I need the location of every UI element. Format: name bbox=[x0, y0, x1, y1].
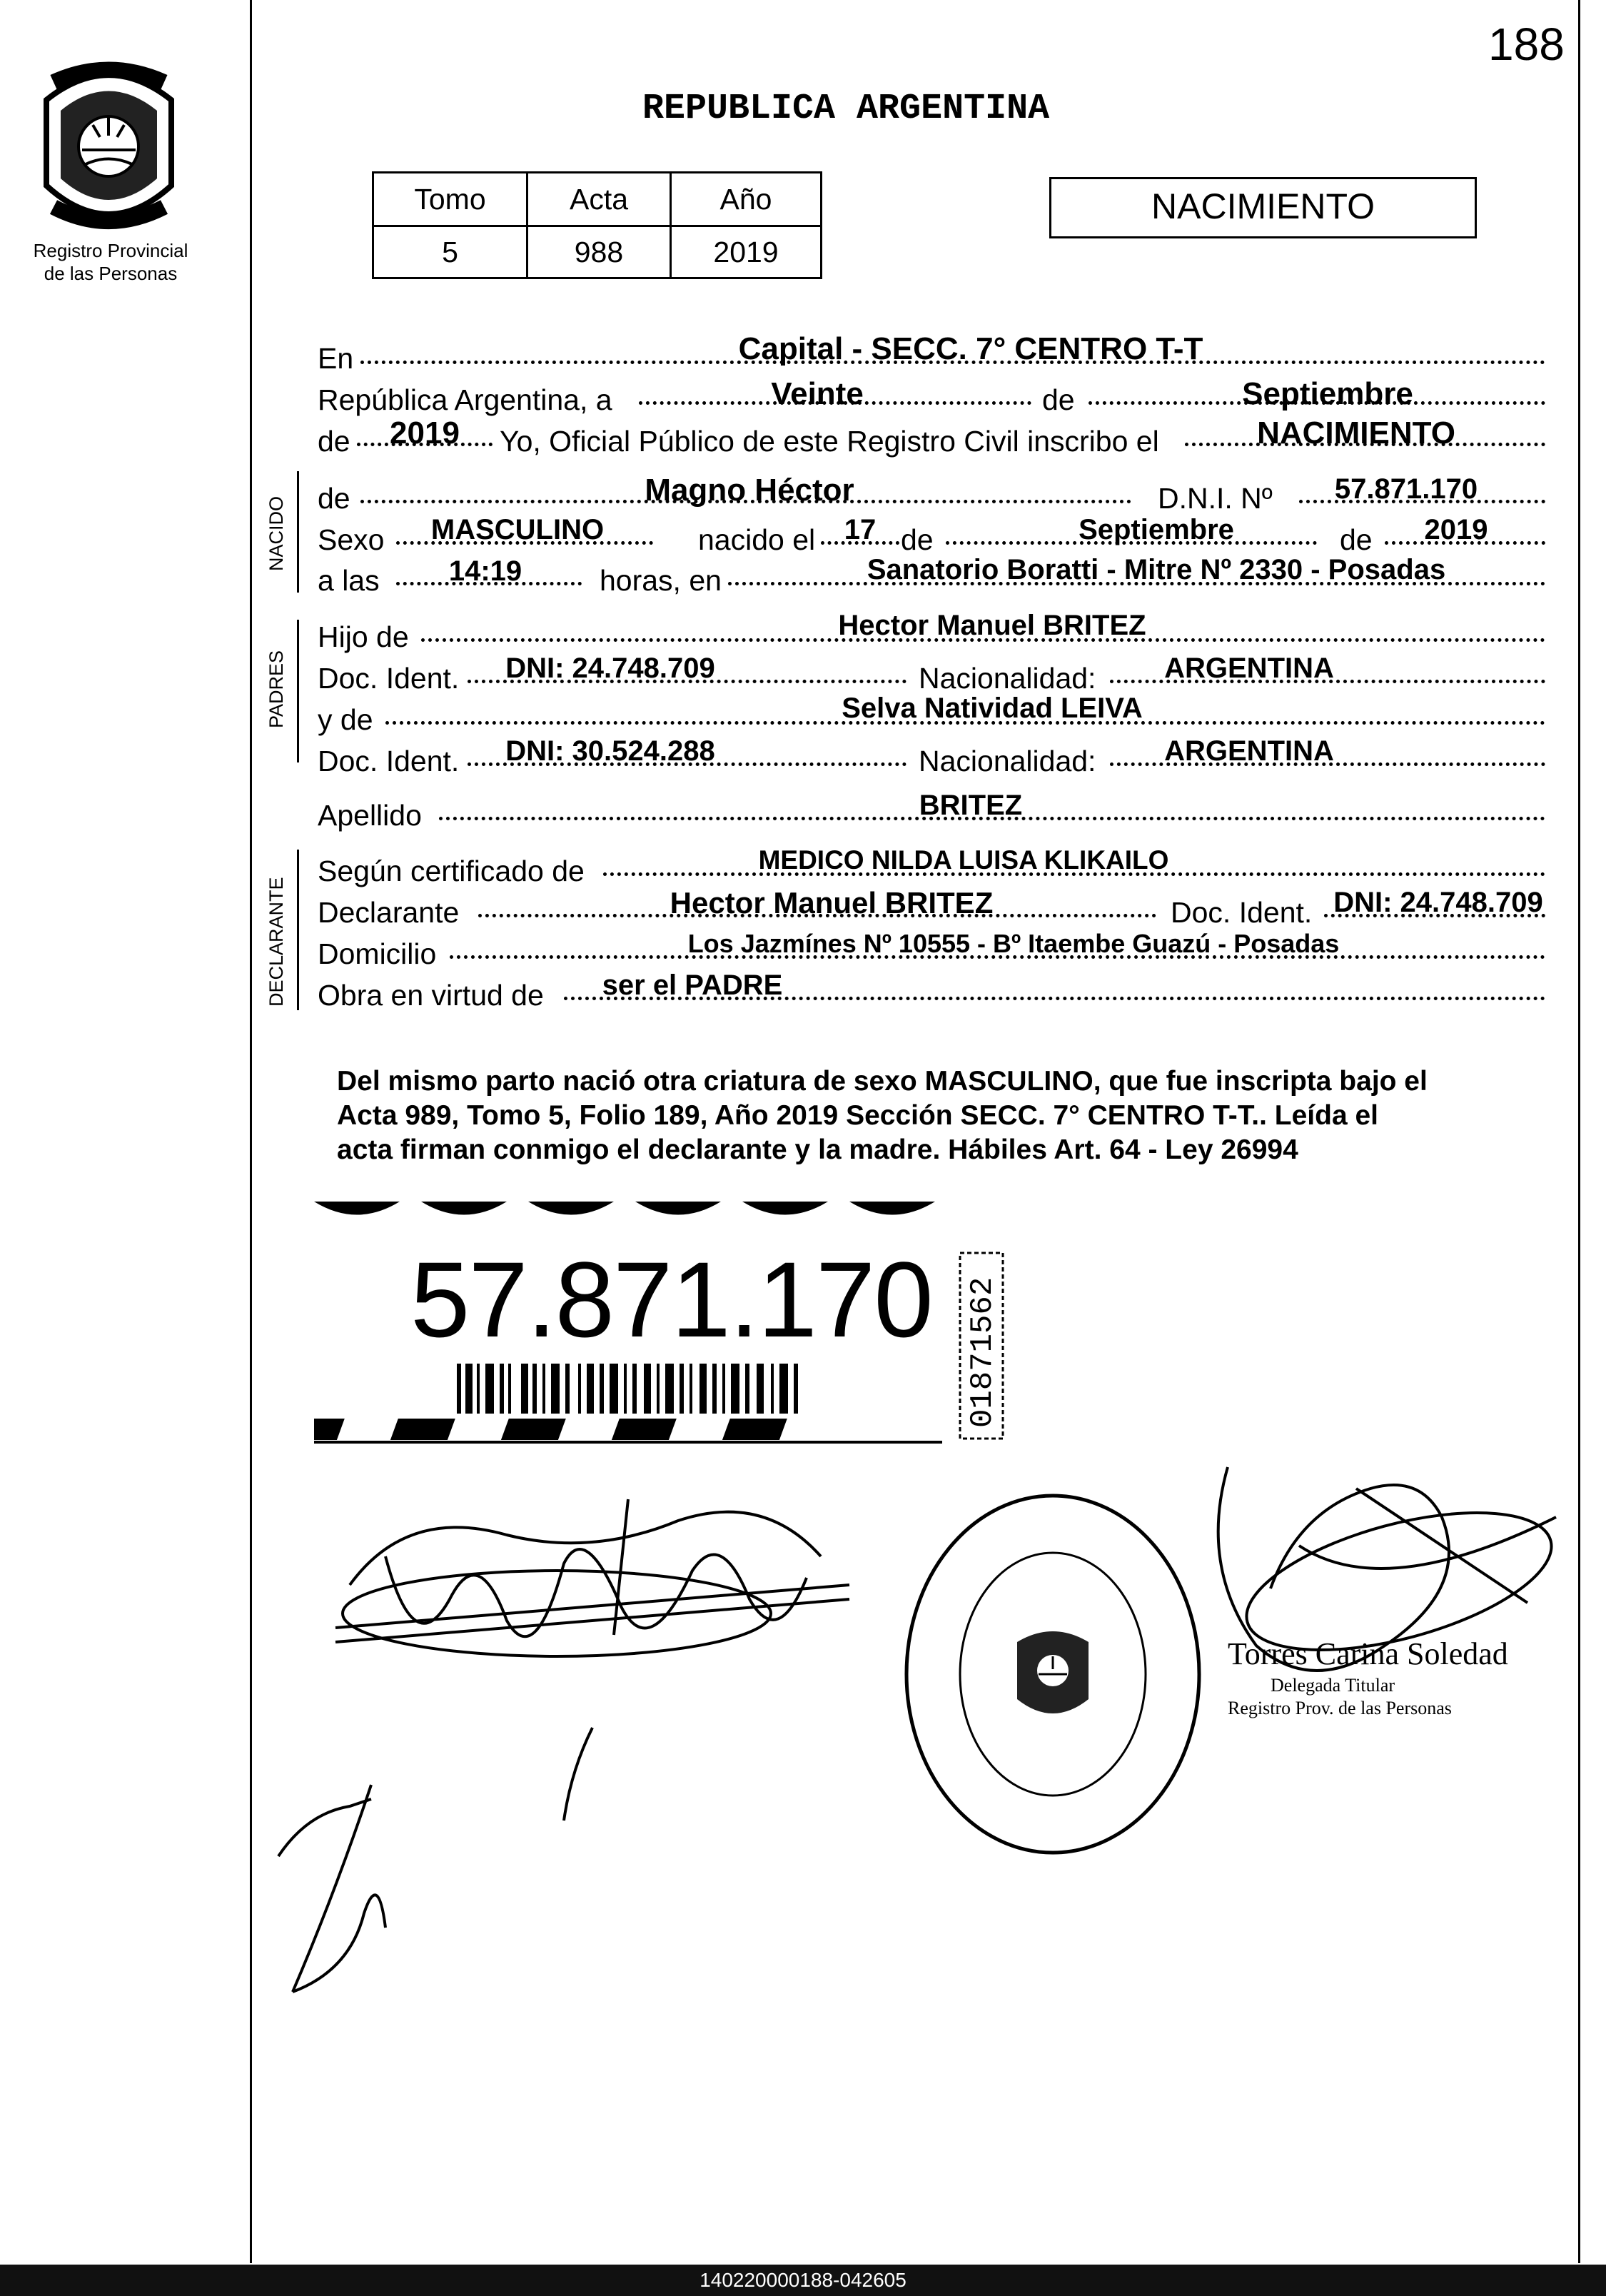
declarante-bracket bbox=[297, 850, 299, 1010]
value-padre-doc: DNI: 24.748.709 bbox=[505, 653, 715, 684]
value-dia-nac: 17 bbox=[844, 514, 877, 545]
sticker-serial: 01871562 bbox=[965, 1277, 1001, 1428]
signer-name: Torres Carina Soledad bbox=[1228, 1636, 1508, 1671]
value-madre-nac: ARGENTINA bbox=[1164, 735, 1334, 767]
record-type-label: NACIMIENTO bbox=[1151, 186, 1375, 226]
label-apellido: Apellido bbox=[318, 799, 422, 832]
registry-line2: de las Personas bbox=[44, 263, 178, 284]
label-republica: República Argentina, a bbox=[318, 383, 612, 416]
province-logo bbox=[32, 57, 186, 236]
label-sexo: Sexo bbox=[318, 523, 385, 556]
value-padre-nac: ARGENTINA bbox=[1164, 653, 1334, 684]
label-yo: Yo, Oficial Público de este Registro Civil inscribo el bbox=[500, 425, 1159, 458]
signature-madre bbox=[264, 1713, 635, 2013]
value-padre: Hector Manuel BRITEZ bbox=[838, 610, 1146, 641]
label-segun: Según certificado de bbox=[318, 855, 585, 887]
note-line-1: Del mismo parto nació otra criatura de sexo MASCULINO, que fue inscripta bajo el bbox=[337, 1066, 1428, 1097]
label-padre-doc: Doc. Ident. bbox=[318, 662, 460, 695]
value-hora: 14:19 bbox=[448, 555, 522, 587]
label-padre-nac: Nacionalidad: bbox=[919, 662, 1096, 695]
value-anio: 2019 bbox=[671, 226, 822, 278]
header-anio: Año bbox=[671, 173, 822, 226]
label-de-nombre: de bbox=[318, 482, 350, 515]
note-line-3: acta firman conmigo el declarante y la madre. Hábiles Art. 64 - Ley 26994 bbox=[337, 1134, 1298, 1165]
value-dni: 57.871.170 bbox=[1334, 473, 1478, 505]
section-nacido: NACIDO bbox=[266, 495, 287, 571]
value-declarante: Hector Manuel BRITEZ bbox=[670, 886, 994, 920]
nacido-bracket bbox=[297, 471, 299, 593]
label-declarante-doc: Doc. Ident. bbox=[1171, 896, 1313, 929]
value-tomo: 5 bbox=[373, 226, 527, 278]
header-tomo: Tomo bbox=[373, 173, 527, 226]
registry-line1: Registro Provincial bbox=[33, 240, 188, 261]
value-lugar-nac: Sanatorio Boratti - Mitre Nº 2330 - Posadas bbox=[867, 554, 1446, 585]
signer-office: Registro Prov. de las Personas bbox=[1228, 1698, 1452, 1718]
label-de-mes: de bbox=[1042, 383, 1075, 416]
label-de-anio: de bbox=[318, 425, 350, 458]
label-de-mes-nac: de bbox=[901, 523, 934, 556]
value-madre: Selva Natividad LEIVA bbox=[842, 693, 1143, 724]
label-domicilio: Domicilio bbox=[318, 937, 437, 970]
header-acta: Acta bbox=[527, 173, 671, 226]
sticker-number: 57.871.170 bbox=[410, 1239, 932, 1359]
label-declarante: Declarante bbox=[318, 896, 460, 929]
value-lugar: Capital - SECC. 7° CENTRO T-T bbox=[738, 331, 1203, 366]
value-declarante-doc: DNI: 24.748.709 bbox=[1333, 887, 1543, 918]
value-anio-inscripcion: 2019 bbox=[390, 416, 460, 450]
value-acta: 988 bbox=[527, 226, 671, 278]
footer-code: 140220000188-042605 bbox=[700, 2269, 906, 2291]
value-apellido: BRITEZ bbox=[919, 790, 1023, 821]
section-padres: PADRES bbox=[266, 650, 287, 728]
value-certificado: MEDICO NILDA LUISA KLIKAILO bbox=[758, 845, 1169, 875]
value-sexo: MASCULINO bbox=[430, 514, 605, 545]
value-domicilio: Los Jazmínes Nº 10555 - Bº Itaembe Guazú - Posadas bbox=[687, 929, 1340, 958]
label-dni: D.N.I. Nº bbox=[1158, 482, 1273, 515]
note-line-2: Acta 989, Tomo 5, Folio 189, Año 2019 Sección SECC. 7° CENTRO T-T.. Leída el bbox=[337, 1100, 1378, 1131]
label-a-las: a las bbox=[318, 564, 380, 597]
record-table bbox=[372, 171, 822, 279]
label-horas-en: horas, en bbox=[600, 564, 722, 597]
left-margin-line bbox=[250, 0, 252, 2263]
padres-bracket bbox=[297, 620, 299, 762]
value-madre-doc: DNI: 30.524.288 bbox=[505, 735, 715, 767]
section-declarante: DECLARANTE bbox=[266, 877, 287, 1007]
value-dia-letras: Veinte bbox=[771, 376, 864, 411]
label-nacido-el: nacido el bbox=[698, 523, 816, 556]
document-title: REPUBLICA ARGENTINA bbox=[642, 89, 1050, 129]
value-tipo: NACIMIENTO bbox=[1257, 416, 1455, 450]
page-number: 188 bbox=[1488, 19, 1565, 70]
label-de-anio-nac: de bbox=[1340, 523, 1373, 556]
label-en: En bbox=[318, 342, 354, 375]
label-y-de: y de bbox=[318, 703, 373, 736]
label-obra: Obra en virtud de bbox=[318, 979, 544, 1012]
label-madre-doc: Doc. Ident. bbox=[318, 745, 460, 777]
value-anio-nac: 2019 bbox=[1424, 514, 1488, 545]
signer-title: Delegada Titular bbox=[1271, 1675, 1395, 1696]
value-nombre: Magno Héctor bbox=[645, 473, 854, 508]
seal-inner-text bbox=[956, 1628, 1182, 1645]
label-madre-nac: Nacionalidad: bbox=[919, 745, 1096, 777]
value-mes-nac: Septiembre bbox=[1079, 514, 1234, 545]
value-mes-inscripcion: Septiembre bbox=[1242, 376, 1413, 411]
signature-declarante bbox=[321, 1478, 878, 1692]
right-margin-line bbox=[1578, 0, 1580, 2263]
label-hijo-de: Hijo de bbox=[318, 620, 409, 653]
value-en-virtud: ser el PADRE bbox=[602, 970, 783, 1001]
seal-section-text bbox=[971, 1778, 1140, 1795]
